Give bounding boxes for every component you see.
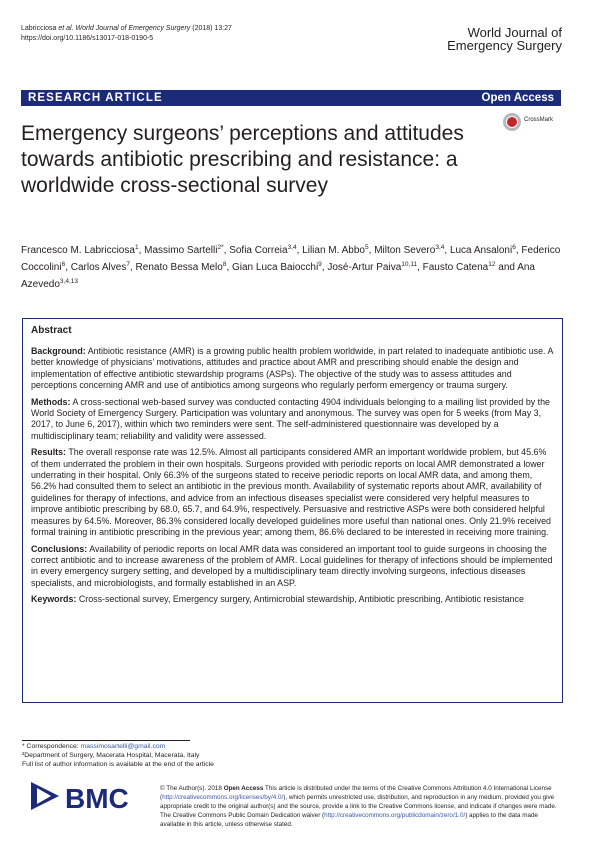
article-title: Emergency surgeons’ perceptions and attitudes towards antibiotic prescribing and resistance: a worldwide cross-sectional survey <box>21 122 464 197</box>
license-link-zero[interactable]: http://creativecommons.org/publicdomain/zero/1.0/ <box>324 812 466 819</box>
author <box>302 245 368 256</box>
license-link-by[interactable]: http://creativecommons.org/licenses/by/4.0/ <box>162 794 284 801</box>
author-name: Carlos Alves <box>70 262 127 273</box>
author-affiliation-mark: 6 <box>512 244 516 251</box>
author <box>71 262 130 273</box>
citation-etal: et al. <box>58 25 74 32</box>
author-name: Francesco M. Labricciosa <box>21 245 135 256</box>
bmc-logo <box>29 776 139 816</box>
journal-name-line1: World Journal of <box>467 25 562 40</box>
author-name: Ana Azevedo <box>21 262 535 290</box>
citation-journal: World Journal of Emergency Surgery <box>75 25 191 32</box>
author-name: Renato Bessa Melo <box>135 262 223 273</box>
author-name: Fausto Catena <box>422 262 489 273</box>
author-affiliation-mark: 5 <box>365 244 369 251</box>
author-affiliation-mark: 8 <box>222 261 227 268</box>
crossmark-label: CrossMark <box>524 117 554 123</box>
conclusions-text: Availability of periodic reports on local AMR data was considered an important tool to guide surgeons in choosing the correct antibiotic and to increase awareness of the problem of AMR. Local guidelines for therapy of infections should be implemented in every emergency surgery setting, and developed by a multidisciplinary team directly involving surgeons, infectious diseases specialists, and microbiologists, and formally established in an ASP. <box>31 543 553 588</box>
author-affiliation-mark: 7 <box>126 261 130 268</box>
journal-logo <box>447 26 562 52</box>
correspondence-label: * Correspondence: <box>22 743 79 750</box>
author-affiliation-mark: 1 <box>134 244 139 251</box>
abstract-box <box>22 318 563 703</box>
bmc-logo-text: BMC <box>65 783 129 814</box>
author-affiliation-mark: 9 <box>318 261 322 268</box>
author-name: Massimo Sartelli <box>144 245 218 256</box>
author-list: Francesco M. Labricciosa$^1$, Massimo Sartelli$^{2*}$, Sofia Correia$^{3,4}$, Lilian M. Abbo$^5$, Milton Severo$^{3,4}$, Luca Ansaloni$^6$, Federico Coccolini$^6$, Carlos Alves$^7$, Renato Bessa Melo$^8$, Gian Luca Baiocchi$^9$, José-Artur Paiva$^{10,11}$, Fausto Catena$^{12}$ and Ana Azevedo$^{3,4,13}$ <box>21 244 561 290</box>
author-affiliation-mark: 12 <box>488 261 496 268</box>
abstract-conclusions <box>31 544 556 590</box>
abstract-methods <box>31 397 556 443</box>
author-name: Federico Coccolini <box>21 245 561 273</box>
author-name: Luca Ansaloni <box>449 245 513 256</box>
results-label: Results: <box>31 447 67 458</box>
keywords-text: Cross-sectional survey, Emergency surgery, Antimicrobial stewardship, Antibiotic prescribing, Antibiotic resistance <box>78 594 524 605</box>
author-name: Milton Severo <box>374 245 436 256</box>
background-label: Background: <box>31 346 86 356</box>
citation-header <box>21 24 232 43</box>
full-list-note: Full list of author information is available at the end of the article <box>22 761 214 768</box>
footnote-divider <box>22 740 190 741</box>
author <box>327 262 417 273</box>
abstract-keywords <box>31 594 556 605</box>
author-name: Lilian M. Abbo <box>302 245 365 256</box>
affiliation-note: ²Department of Surgery, Macerata Hospital, Macerata, Italy <box>22 752 200 759</box>
citation-year-volume: (2018) 13:27 <box>192 25 232 32</box>
author <box>374 245 444 256</box>
author <box>232 262 322 273</box>
author-affiliation-mark: 3,4 <box>287 244 297 251</box>
author-affiliation-mark: 3,4,13 <box>59 278 78 285</box>
license-statement <box>160 784 564 829</box>
license-open-access: Open Access <box>223 785 264 792</box>
author <box>423 262 496 273</box>
license-text-1: This article is distributed under the terms of the Creative Commons Attribution 4.0 International License ( <box>160 785 552 801</box>
author-name: Sofia Correia <box>229 245 288 256</box>
bmc-logo-icon <box>29 776 139 816</box>
license-copyright: © The Author(s). 2018 <box>160 785 222 792</box>
open-access-label: Open Access <box>481 92 554 104</box>
results-text: The overall response rate was 12.5%. Almost all participants considered AMR an important worldwide problem, but 45.6% of them underrated the problem in their own hospitals. Surgeons provided with periodic reports on local AMR demonstrated a lower underrating in their hospital. Only 66.3% of the surgeons stated to receive periodic reports on local AMR data, and among them, 56.2% had consulted them to select an antibiotic in the previous month. Availability of systematic reports about AMR, availability of guidelines for therapy of infections, and advice from an infectious diseases specialist were considered very helpful measures to improve antibiotic prescribing by 68.0, 65.7, and 64.9%, respectively. Persuasive and restrictive ASPs were both considered helpful measures by 64.5%. Moreover, 86.3% considered locally developed guidelines more useful than national ones. Only 21.9% received formal training in antibiotic prescribing in the previous year; among them, 86.6% declared to be interested in receiving more training. <box>31 447 551 538</box>
author-affiliation-mark: 3,4 <box>435 244 445 251</box>
methods-text: A cross-sectional web-based survey was conducted contacting 4904 individuals belonging to a mailing list provided by the World Society of Emergency Surgery. Participation was voluntary and anonymous. The survey was open for 5 weeks (from May 3, 2017, to June 6, 2017), within which two reminders were sent. The self-administered questionnaire was developed by a multidisciplinary team; reliability and validity were assessed. <box>31 396 550 441</box>
crossmark-badge[interactable] <box>500 112 564 140</box>
license-text-2: ), which permits unrestricted use, distribution, and reproduction in any medium, provided you give appropriate credit to the original author(s) and the source, provide a link to the Creative Commons license, and indicate if changes were made. The Creative Commons Public Domain Dedication waiver ( <box>160 794 557 819</box>
crossmark-icon-center <box>507 117 517 127</box>
article-type-banner <box>21 90 561 106</box>
citation-authors: Labricciosa <box>21 25 57 32</box>
author-affiliation-mark: 2* <box>217 244 224 251</box>
correspondence-email-link[interactable]: massimosartelli@gmail.com <box>80 743 166 750</box>
methods-label: Methods: <box>31 396 71 407</box>
abstract-body <box>31 346 556 611</box>
journal-name-line2: Emergency Surgery <box>447 38 562 53</box>
doi-link[interactable]: https://doi.org/10.1186/s13017-018-0190-5 <box>21 34 154 42</box>
article-type-label: RESEARCH ARTICLE <box>28 92 163 104</box>
license-text-3: ) applies to the data made available in this article, unless otherwise stated. <box>160 812 539 828</box>
abstract-heading: Abstract <box>31 325 72 336</box>
author <box>450 245 516 256</box>
author <box>21 245 139 256</box>
footnotes <box>22 742 214 769</box>
keywords-label: Keywords: <box>31 594 77 605</box>
background-text: Antibiotic resistance (AMR) is a growing public health problem worldwide, in part related to inadequate antibiotic use. A better knowledge of physicians’ motivations, attitudes and practice about AMR and prescribing should enable the design and implementation of effective antibiotic stewardship programs (ASPs). The objective of the study was to assess attitudes and perceptions concerning AMR and use of antibiotics among surgeons who regularly perform emergency or trauma surgery. <box>31 346 553 391</box>
author-affiliation-mark: 6 <box>61 261 66 268</box>
conclusions-label: Conclusions: <box>31 543 88 554</box>
author-affiliation-mark: 10,11 <box>401 261 418 268</box>
author <box>136 262 227 273</box>
author <box>229 245 296 256</box>
abstract-results <box>31 447 556 538</box>
author <box>144 245 224 256</box>
author-name: Gian Luca Baiocchi <box>232 262 319 273</box>
abstract-background <box>31 346 556 392</box>
author-name: José-Artur Paiva <box>327 262 402 273</box>
